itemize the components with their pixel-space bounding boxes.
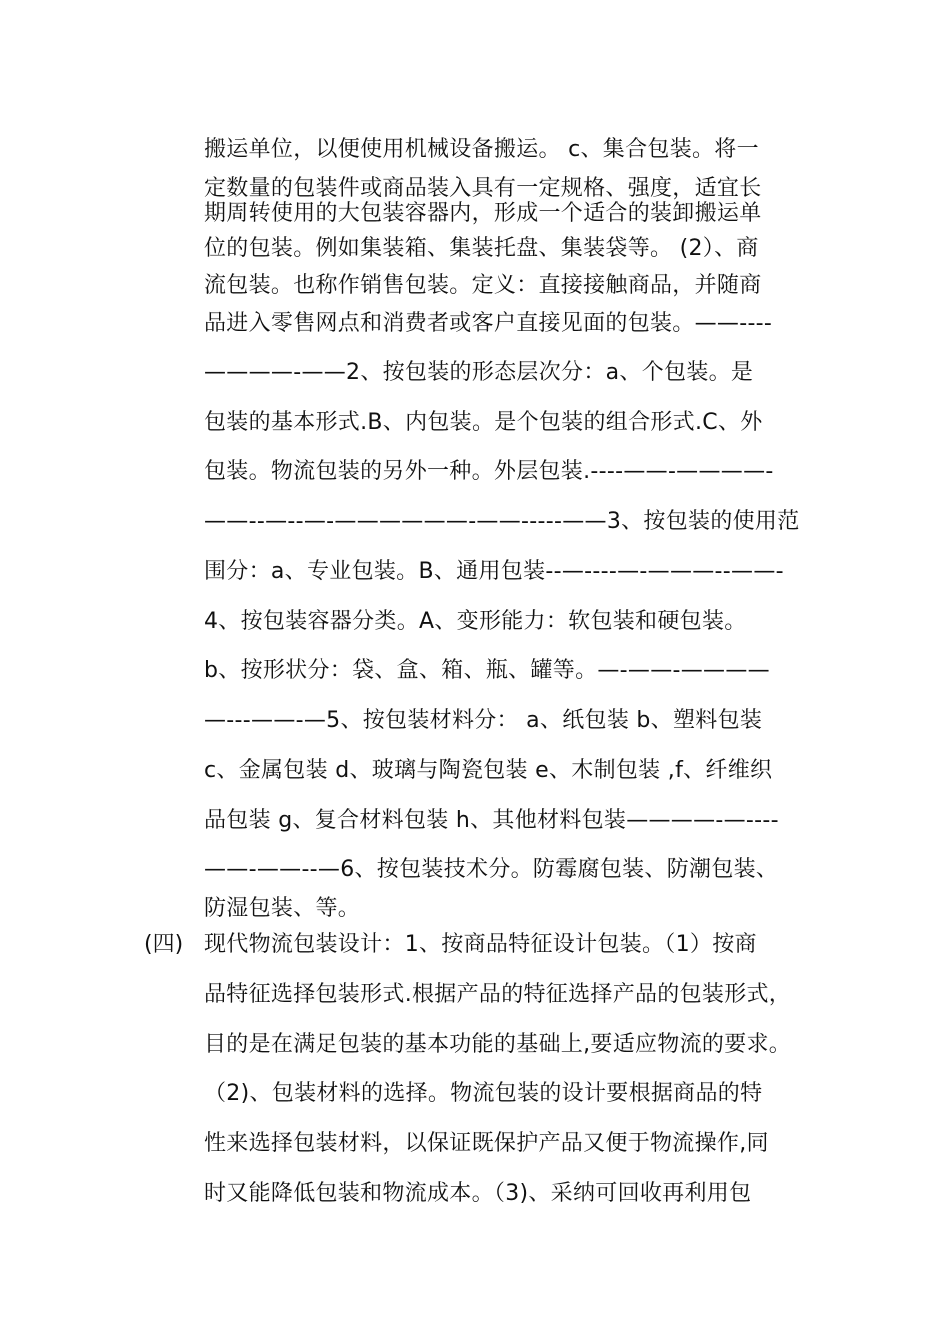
text-line: 4、按包装容器分类。A、变形能力：软包装和硬包装。: [204, 609, 747, 634]
text-line: （2)、包装材料的选择。物流包装的设计要根据商品的特: [204, 1081, 763, 1106]
text-line: 包装的基本形式.B、内包装。是个包装的组合形式.C、外: [204, 410, 763, 435]
text-line: 流包装。也称作销售包装。定义：直接接触商品，并随商: [204, 273, 762, 298]
section-marker: (四): [144, 932, 184, 957]
text-line: c、金属包装 d、玻璃与陶瓷包装 e、木制包装 ,f、纤维织: [204, 758, 773, 783]
text-line: 位的包装。例如集装箱、集装托盘、集装袋等。 (2）、商: [204, 236, 759, 261]
text-line: 性来选择包装材料，以保证既保护产品又便于物流操作,同: [204, 1131, 769, 1156]
text-line: 防湿包装、等。: [204, 896, 361, 921]
text-line: 品进入零售网点和消费者或客户直接见面的包装。——----: [204, 311, 773, 336]
text-line: —---——-—5、按包装材料分： a、纸包装 b、塑料包装: [204, 708, 763, 733]
text-line: 包装。物流包装的另外一种。外层包装.----——-————-: [204, 459, 774, 484]
text-line: ————-——2、按包装的形态层次分：a、个包装。是: [204, 360, 754, 385]
text-line: ——--—--—-——————-——-----——3、按包装的使用范: [204, 509, 800, 534]
text-line: 定数量的包装件或商品装入具有一定规格、强度，适宜长: [204, 176, 762, 201]
text-line: 目的是在满足包装的基本功能的基础上,要适应物流的要求。: [204, 1032, 792, 1057]
text-line: 品包装 g、复合材料包装 h、其他材料包装————-—----: [204, 808, 779, 833]
text-line: 品特征选择包装形式.根据产品的特征选择产品的包装形式，: [204, 982, 792, 1007]
text-line: ——-——--—6、按包装技术分。防霉腐包装、防潮包装、: [204, 857, 779, 882]
text-line: 围分：a、专业包装。B、通用包装--—----—-———--——-: [204, 559, 784, 584]
text-line: 现代物流包装设计：1、按商品特征设计包装。（1）按商: [204, 932, 757, 957]
text-line: 搬运单位，以便使用机械设备搬运。 c、集合包装。将一: [204, 137, 759, 162]
text-line: b、按形状分：袋、盒、箱、瓶、罐等。—-——-————: [204, 658, 770, 683]
text-line: 期周转使用的大包装容器内，形成一个适合的装卸搬运单: [204, 201, 762, 226]
text-line: 时又能降低包装和物流成本。（3)、采纳可回收再利用包: [204, 1181, 752, 1206]
